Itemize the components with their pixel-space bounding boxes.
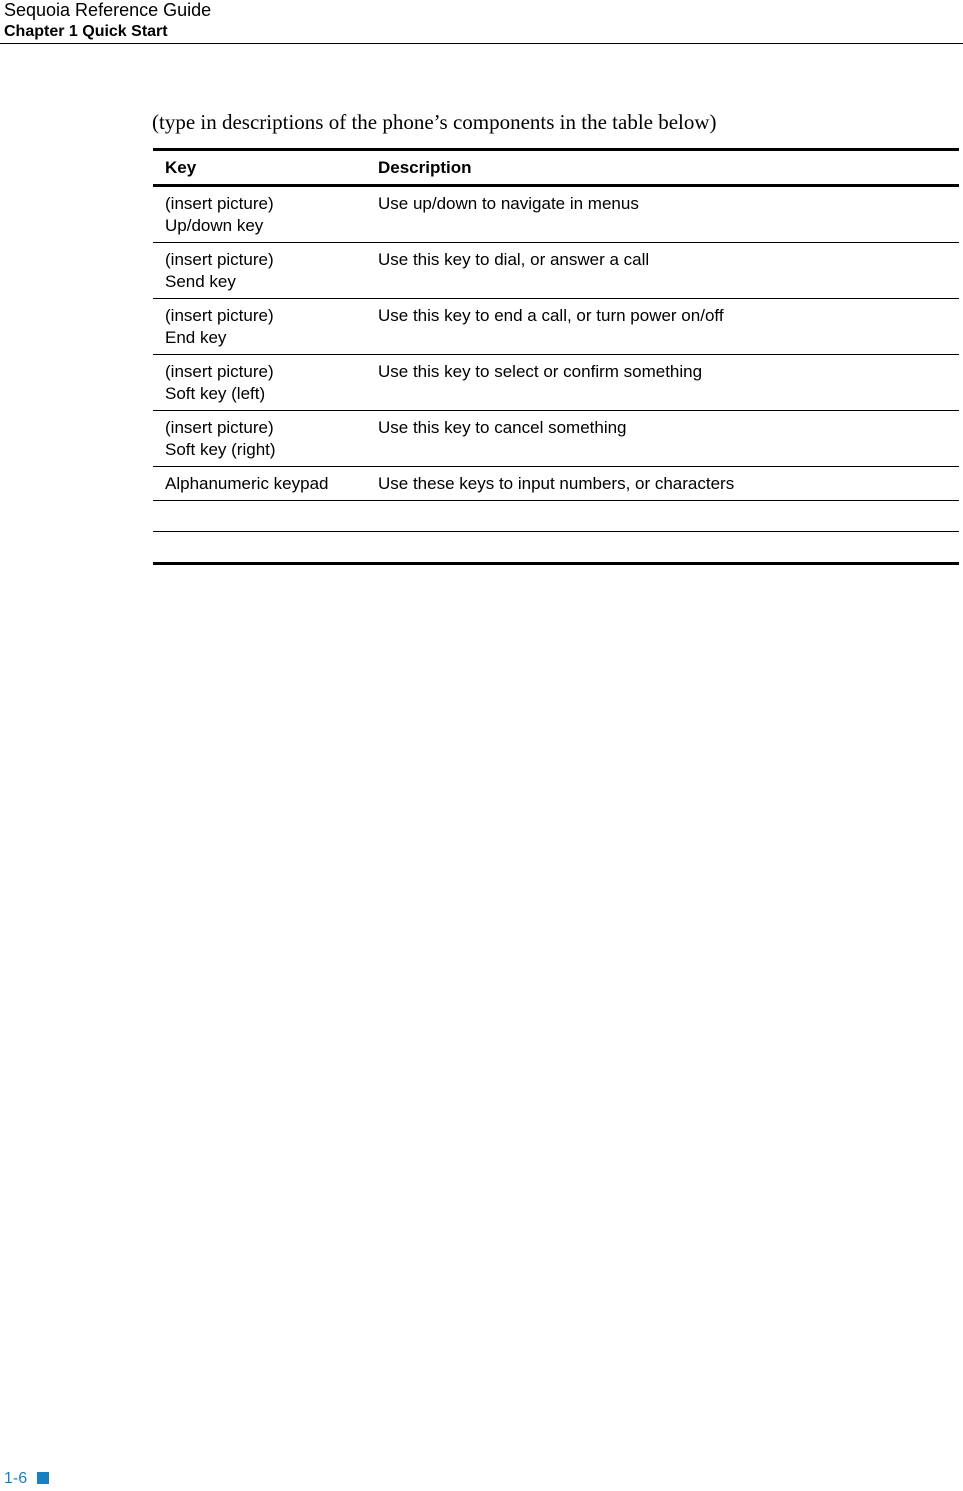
footer-square-marker <box>37 1472 49 1484</box>
description-cell: Use up/down to navigate in menus <box>366 186 959 243</box>
page-footer <box>4 1470 49 1488</box>
key-picture-placeholder: (insert picture) <box>165 306 274 325</box>
empty-table-row <box>153 532 959 564</box>
page-number: 1-6 <box>4 1470 28 1487</box>
table-row <box>153 243 959 299</box>
key-cell <box>153 411 366 467</box>
empty-cell <box>366 532 959 564</box>
table-row <box>153 299 959 355</box>
header-divider <box>0 43 963 44</box>
intro-text: (type in descriptions of the phone’s components in the table below) <box>152 110 717 134</box>
chapter-title: Chapter 1 Quick Start <box>4 23 168 40</box>
key-cell <box>153 243 366 299</box>
table-row <box>153 467 959 501</box>
document-title: Sequoia Reference Guide <box>4 0 212 20</box>
description-cell: Use this key to cancel something <box>366 411 959 467</box>
key-name: End key <box>165 328 227 347</box>
description-cell: Use this key to dial, or answer a call <box>366 243 959 299</box>
key-name: Soft key (left) <box>165 384 266 403</box>
empty-cell <box>366 501 959 532</box>
empty-cell <box>153 532 366 564</box>
key-cell <box>153 467 366 501</box>
empty-table-row <box>153 501 959 532</box>
empty-cell <box>153 501 366 532</box>
page-header <box>4 0 962 42</box>
key-description-table <box>153 148 959 565</box>
table-row <box>153 186 959 243</box>
key-picture-placeholder: (insert picture) <box>165 194 274 213</box>
key-name: Soft key (right) <box>165 440 276 459</box>
table-row <box>153 355 959 411</box>
key-cell <box>153 186 366 243</box>
column-header-description: Description <box>366 150 959 186</box>
key-cell <box>153 299 366 355</box>
description-cell: Use these keys to input numbers, or characters <box>366 467 959 501</box>
table-row <box>153 411 959 467</box>
key-cell <box>153 355 366 411</box>
key-name: Send key <box>165 272 236 291</box>
key-picture-placeholder: (insert picture) <box>165 362 274 381</box>
key-name: Up/down key <box>165 216 264 235</box>
description-cell: Use this key to select or confirm something <box>366 355 959 411</box>
key-picture-placeholder: (insert picture) <box>165 418 274 437</box>
column-header-key: Key <box>153 150 366 186</box>
key-name: Alphanumeric keypad <box>165 474 329 493</box>
key-picture-placeholder: (insert picture) <box>165 250 274 269</box>
description-cell: Use this key to end a call, or turn power on/off <box>366 299 959 355</box>
table-header-row <box>153 150 959 186</box>
